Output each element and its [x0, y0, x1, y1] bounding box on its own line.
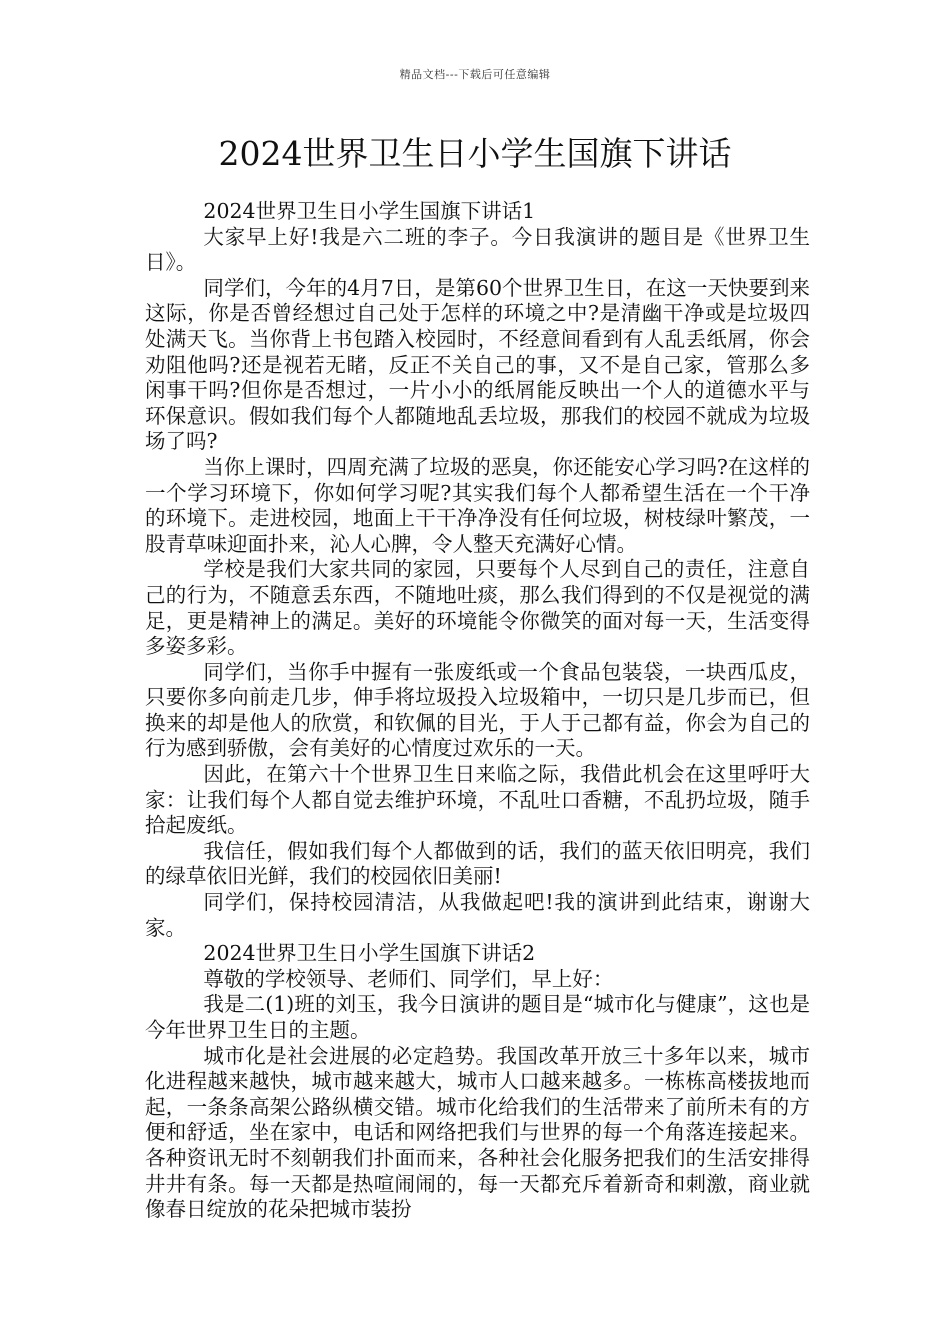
section-heading-1: 2024世界卫生日小学生国旗下讲话1	[203, 199, 536, 223]
paragraph: 学校是我们大家共同的家园，只要每个人尽到自己的责任，注意自己的行为，不随意丢东西，不随地吐痰，那么我们得到的不仅是视觉的满足，更是精神上的满足。美好的环境能令你微笑的面对每一天，生活变得多姿多彩。	[145, 557, 810, 659]
paragraph: 同学们，当你手中握有一张废纸或一个食品包装袋，一块西瓜皮，只要你多向前走几步，伸手将垃圾投入垃圾箱中，一切只是几步而已，但换来的却是他人的欣赏，和钦佩的目光，于人于己都有益，你会为自己的行为感到骄傲，会有美好的心情度过欢乐的一天。	[145, 659, 810, 761]
paragraph: 城市化是社会进展的必定趋势。我国改革开放三十多年以来，城市化进程越来越快，城市越来越大，城市人口越来越多。一栋栋高楼拔地而起，一条条高架公路纵横交错。城市化给我们的生活带来了前所未有的方便和舒适，坐在家中，电话和网络把我们与世界的每一个角落连接起来。各种资讯无时不刻朝我们扑面而来，各种社会化服务把我们的生活安排得井井有条。每一天都是热喧闹闹的，每一天都充斥着新奇和刺激，商业就像春日绽放的花朵把城市装扮	[145, 1043, 810, 1222]
paragraph: 我信任，假如我们每个人都做到的话，我们的蓝天依旧明亮，我们的绿草依旧光鲜，我们的校园依旧美丽!	[145, 838, 810, 889]
document-body	[145, 199, 810, 1223]
paragraph: 尊敬的学校领导、老师们、同学们，早上好：	[203, 966, 614, 991]
paragraph: 因此，在第六十个世界卫生日来临之际，我借此机会在这里呼吁大家：让我们每个人都自觉去维护环境，不乱吐口香糖，不乱扔垃圾，随手拾起废纸。	[145, 762, 810, 838]
paragraph: 大家早上好!我是六二班的李子。今日我演讲的题目是《世界卫生日》。	[145, 224, 810, 275]
paragraph: 当你上课时，四周充满了垃圾的恶臭，你还能安心学习吗?在这样的一个学习环境下，你如何学习呢?其实我们每个人都希望生活在一个干净的环境下。走进校园，地面上干干净净没有任何垃圾，树枝绿叶繁茂，一股青草味迎面扑来，沁人心脾，令人整天充满好心情。	[145, 454, 810, 556]
paragraph: 同学们，今年的4月7日，是第60个世界卫生日，在这一天快要到来这际，你是否曾经想过自己处于怎样的环境之中?是清幽干净或是垃圾四处满天飞。当你背上书包踏入校园时，不经意间看到有人乱丢纸屑，你会劝阻他吗?还是视若无睹，反正不关自己的事，又不是自己家，管那么多闲事干吗?但你是否想过，一片小小的纸屑能反映出一个人的道德水平与环保意识。假如我们每个人都随地乱丢垃圾，那我们的校园不就成为垃圾场了吗?	[145, 275, 810, 454]
paragraph: 同学们，保持校园清洁，从我做起吧!我的演讲到此结束，谢谢大家。	[145, 890, 810, 940]
page-header-note: 精品文档---下载后可任意编辑	[399, 68, 551, 81]
document-title: 2024世界卫生日小学生国旗下讲话	[218, 134, 732, 173]
section-heading-2: 2024世界卫生日小学生国旗下讲话2	[203, 941, 536, 966]
paragraph: 我是二(1)班的刘玉，我今日演讲的题目是“城市化与健康”，这也是今年世界卫生日的主题。	[145, 992, 810, 1042]
